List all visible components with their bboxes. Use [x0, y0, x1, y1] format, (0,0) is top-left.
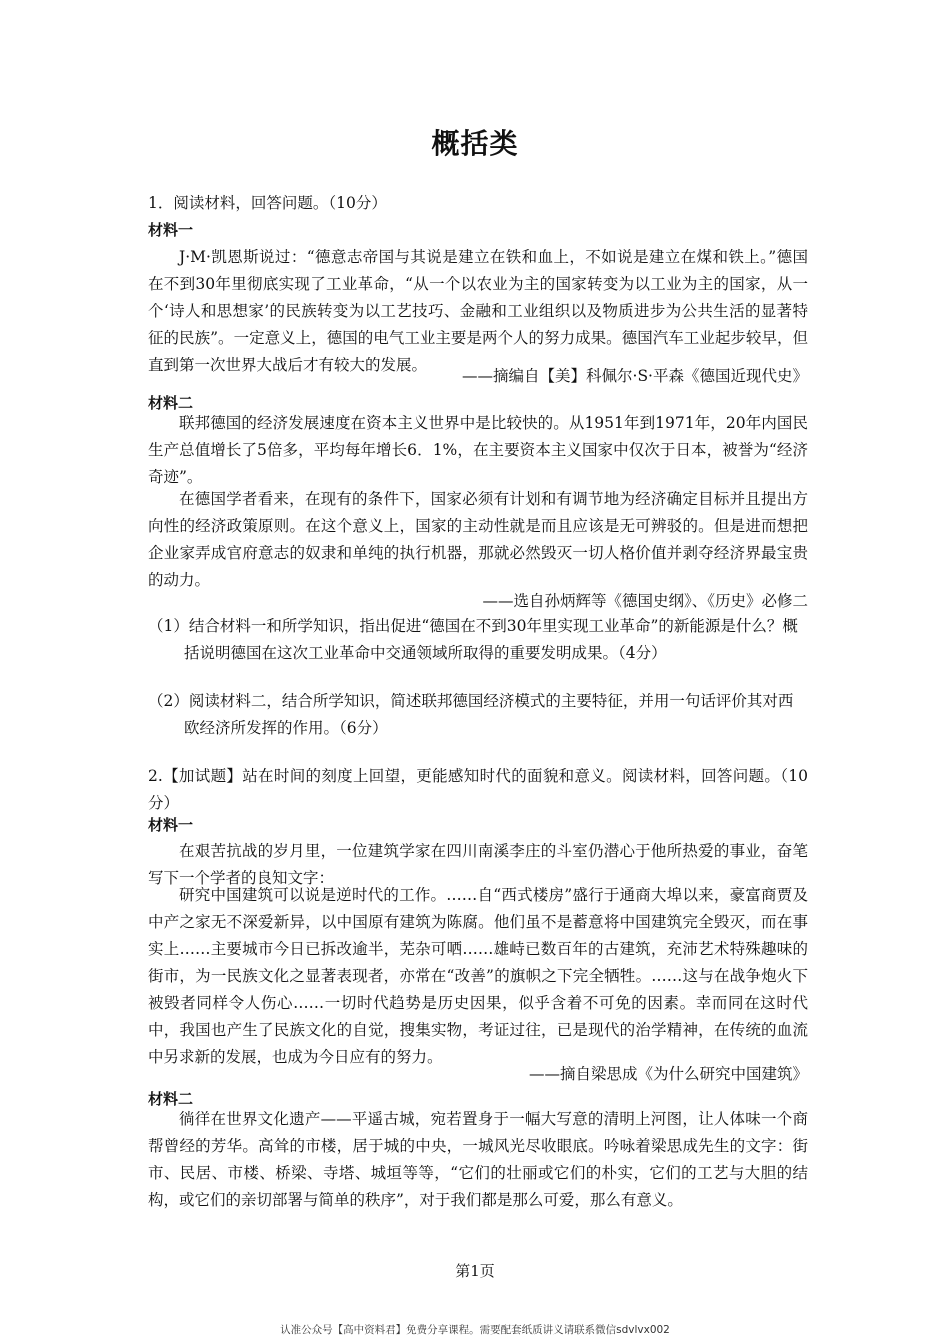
q2-material1-para1: 在艰苦抗战的岁月里，一位建筑学家在四川南溪李庄的斗室仍潜心于他所热爱的事业，奋笔写下一个学者的良知文字： [148, 842, 808, 887]
q1-subquestion-2: （2）阅读材料二，结合所学知识，简述联邦德国经济模式的主要特征，并用一句话评价其对西欧经济所发挥的作用。（6分） [148, 692, 794, 737]
q1-material1-text: J·M·凯恩斯说过：“德意志帝国与其说是建立在铁和血上，不如说是建立在煤和铁上。”德国在不到30年里彻底实现了工业革命，“从一个以农业为主的国家转变为以工业为主的国家，从一个‘诗人和思想家’的民族转变为以工艺技巧、金融和工业组织以及物质进步为公共生活的显著特征的民族”。一定意义上，德国的电气工业主要是两个人的努力成果。德国汽车工业起步较早，但直到第一次世界大战后才有较大的发展。 [148, 248, 808, 374]
footer-watermark-note: 认准公众号【高中资料君】免费分享课程。需要配套纸质讲义请联系微信sdvlvx002 [280, 1324, 670, 1336]
q2-material1-label: 材料一 [148, 816, 194, 834]
q1-material2-para1: 联邦德国的经济发展速度在资本主义世界中是比较快的。从1951年到1971年，20年内国民生产总值增长了5倍多，平均每年增长6．1%，在主要资本主义国家中仅次于日本，被誉为“经济奇迹”。 [148, 414, 808, 486]
page-number: 第1页 [455, 1262, 495, 1280]
q2-material2-para1: 徜徉在世界文化遗产——平遥古城，宛若置身于一幅大写意的清明上河图，让人体味一个商帮曾经的芳华。高耸的市楼，居于城的中央，一城风光尽收眼底。吟咏着梁思成先生的文字：街市、民居、市楼、桥梁、寺塔、城垣等等，“它们的壮丽或它们的朴实，它们的工艺与大胆的结构，或它们的亲切部署与简单的秩序”，对于我们都是那么可爱，那么有意义。 [148, 1110, 808, 1209]
q1-material1-source: ——摘编自【美】科佩尔·S·平森《德国近现代史》 [462, 367, 808, 385]
q1-stem: 1．阅读材料，回答问题。（10分） [148, 194, 387, 212]
q1-subquestion-1: （1）结合材料一和所学知识，指出促进“德国在不到30年里实现工业革命”的新能源是什么？概括说明德国在这次工业革命中交通领域所取得的重要发明成果。（4分） [148, 617, 798, 662]
q2-material1-source: ——摘自梁思成《为什么研究中国建筑》 [528, 1065, 808, 1083]
q1-material2-source: ——选自孙炳辉等《德国史纲》、《历史》必修二 [482, 592, 808, 610]
q2-material2-label: 材料二 [148, 1090, 194, 1108]
page-title: 概括类 [431, 127, 519, 160]
q2-stem: 2.【加试题】站在时间的刻度上回望，更能感知时代的面貌和意义。阅读材料，回答问题。（10分） [148, 767, 808, 812]
q1-material1-label: 材料一 [148, 221, 194, 239]
q1-material2-label: 材料二 [148, 394, 194, 412]
q2-material1-para2: 研究中国建筑可以说是逆时代的工作。……自“西式楼房”盛行于通商大埠以来，豪富商贾及中产之家无不深爱新异，以中国原有建筑为陈腐。他们虽不是蓄意将中国建筑完全毁灭，而在事实上……主要城市今日已拆改逾半，芜杂可哂……雄峙已数百年的古建筑，充沛艺术特殊趣味的街市，为一民族文化之显著表现者，亦常在“改善”的旗帜之下完全牺牲。……这与在战争炮火下被毁者同样令人伤心……一切时代趋势是历史因果，似乎含着不可免的因素。幸而同在这时代中，我国也产生了民族文化的自觉，搜集实物，考证过往，已是现代的治学精神，在传统的血流中另求新的发展，也成为今日应有的努力。 [148, 886, 808, 1066]
q1-material2-para2: 在德国学者看来，在现有的条件下，国家必须有计划和有调节地为经济确定目标并且提出方向性的经济政策原则。在这个意义上，国家的主动性就是而且应该是无可辨驳的。但是进而想把企业家弄成官府意志的奴隶和单纯的执行机器，那就必然毁灭一切人格价值并剥夺经济界最宝贵的动力。 [148, 490, 808, 589]
